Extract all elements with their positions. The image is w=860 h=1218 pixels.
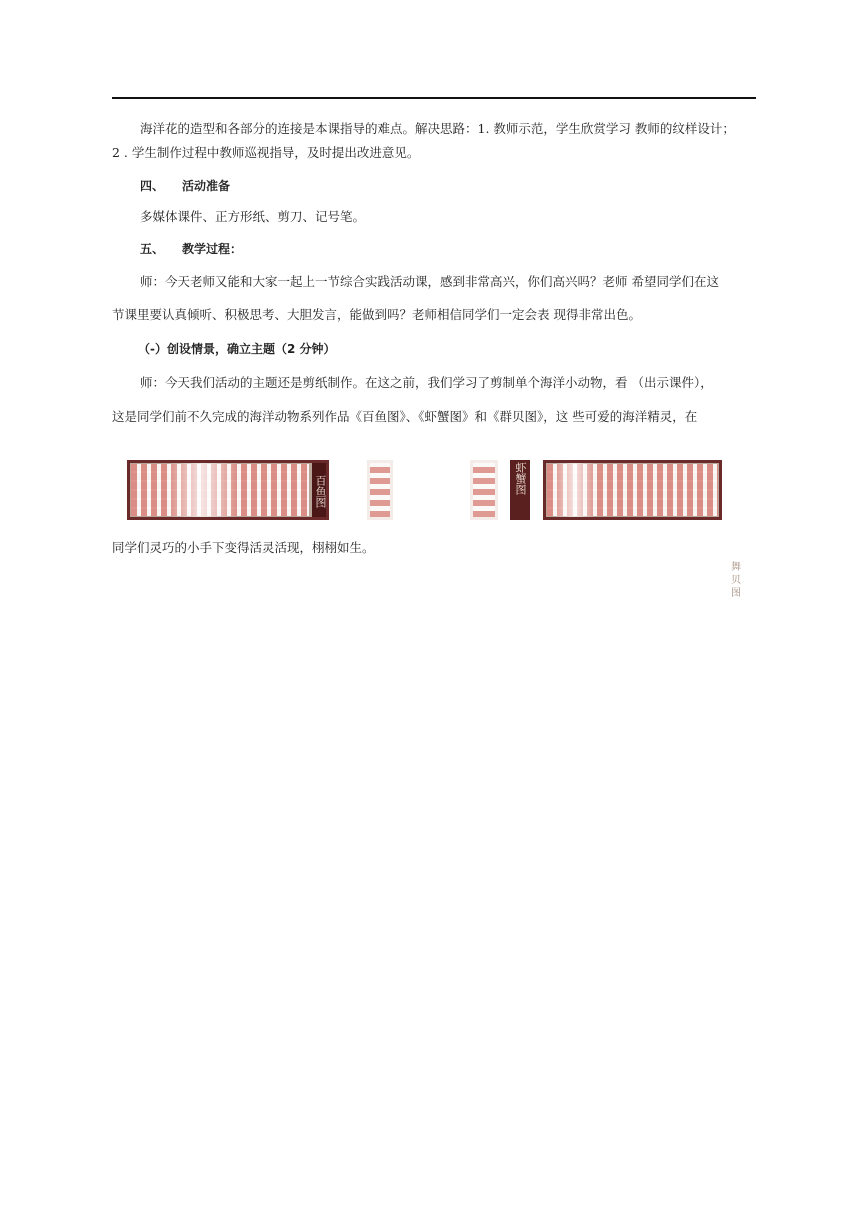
section-heading-preparation: [140, 178, 230, 194]
teacher-intro-line1: 师：今天老师又能和大家一起上一节综合实践活动课，感到非常高兴，你们高兴吗？老师 希望同学们在这: [140, 274, 719, 289]
photo-hundred-fish: [127, 460, 329, 520]
teacher-theme-line3: 同学们灵巧的小手下变得活灵活现，栩栩如生。: [112, 540, 375, 555]
banner-label-shrimp-crab: 虾蟹图: [514, 462, 527, 495]
paragraph-difficulty-line1: 海洋花的造型和各部分的连接是本课指导的难点。解决思路：1. 教师示范，学生欣赏学习 教师的纹样设计；: [140, 121, 735, 136]
photo-fragment-1: [367, 460, 393, 520]
subsection-heading: （-）创设情景，确立主题（2 分钟）: [138, 342, 336, 356]
paragraph-difficulty-line2: 2 . 学生制作过程中教师巡视指导，及时提出改进意见。: [112, 145, 420, 160]
photo-fragment-2: [470, 460, 498, 520]
photo-shrimp-crab-banner: [510, 460, 530, 520]
section-number: 四、: [140, 179, 165, 193]
section-heading-process: [140, 241, 242, 257]
header-rule: [112, 97, 756, 99]
section-title: 活动准备: [182, 179, 231, 193]
preparation-materials: 多媒体课件、正方形纸、剪刀、记号笔。: [140, 209, 366, 224]
stray-caption: 舞贝图: [731, 562, 741, 599]
section-title: 教学过程：: [182, 242, 243, 256]
teacher-theme-line2: 这是同学们前不久完成的海洋动物系列作品《百鱼图》、《虾蟹图》和《群贝图》，这 些可爱的海洋精灵，在: [112, 409, 698, 424]
teacher-intro-line2: 节课里要认真倾听、积极思考、大胆发言，能做到吗？老师相信同学们一定会表 现得非常出色。: [112, 307, 641, 322]
teacher-theme-line1: 师：今天我们活动的主题还是剪纸制作。在这之前，我们学习了剪制单个海洋小动物，看 （出示课件），: [140, 375, 713, 390]
section-number: 五、: [140, 242, 165, 256]
photo-shells: [543, 460, 722, 520]
banner-label-hundred-fish: 百鱼图: [312, 460, 329, 520]
